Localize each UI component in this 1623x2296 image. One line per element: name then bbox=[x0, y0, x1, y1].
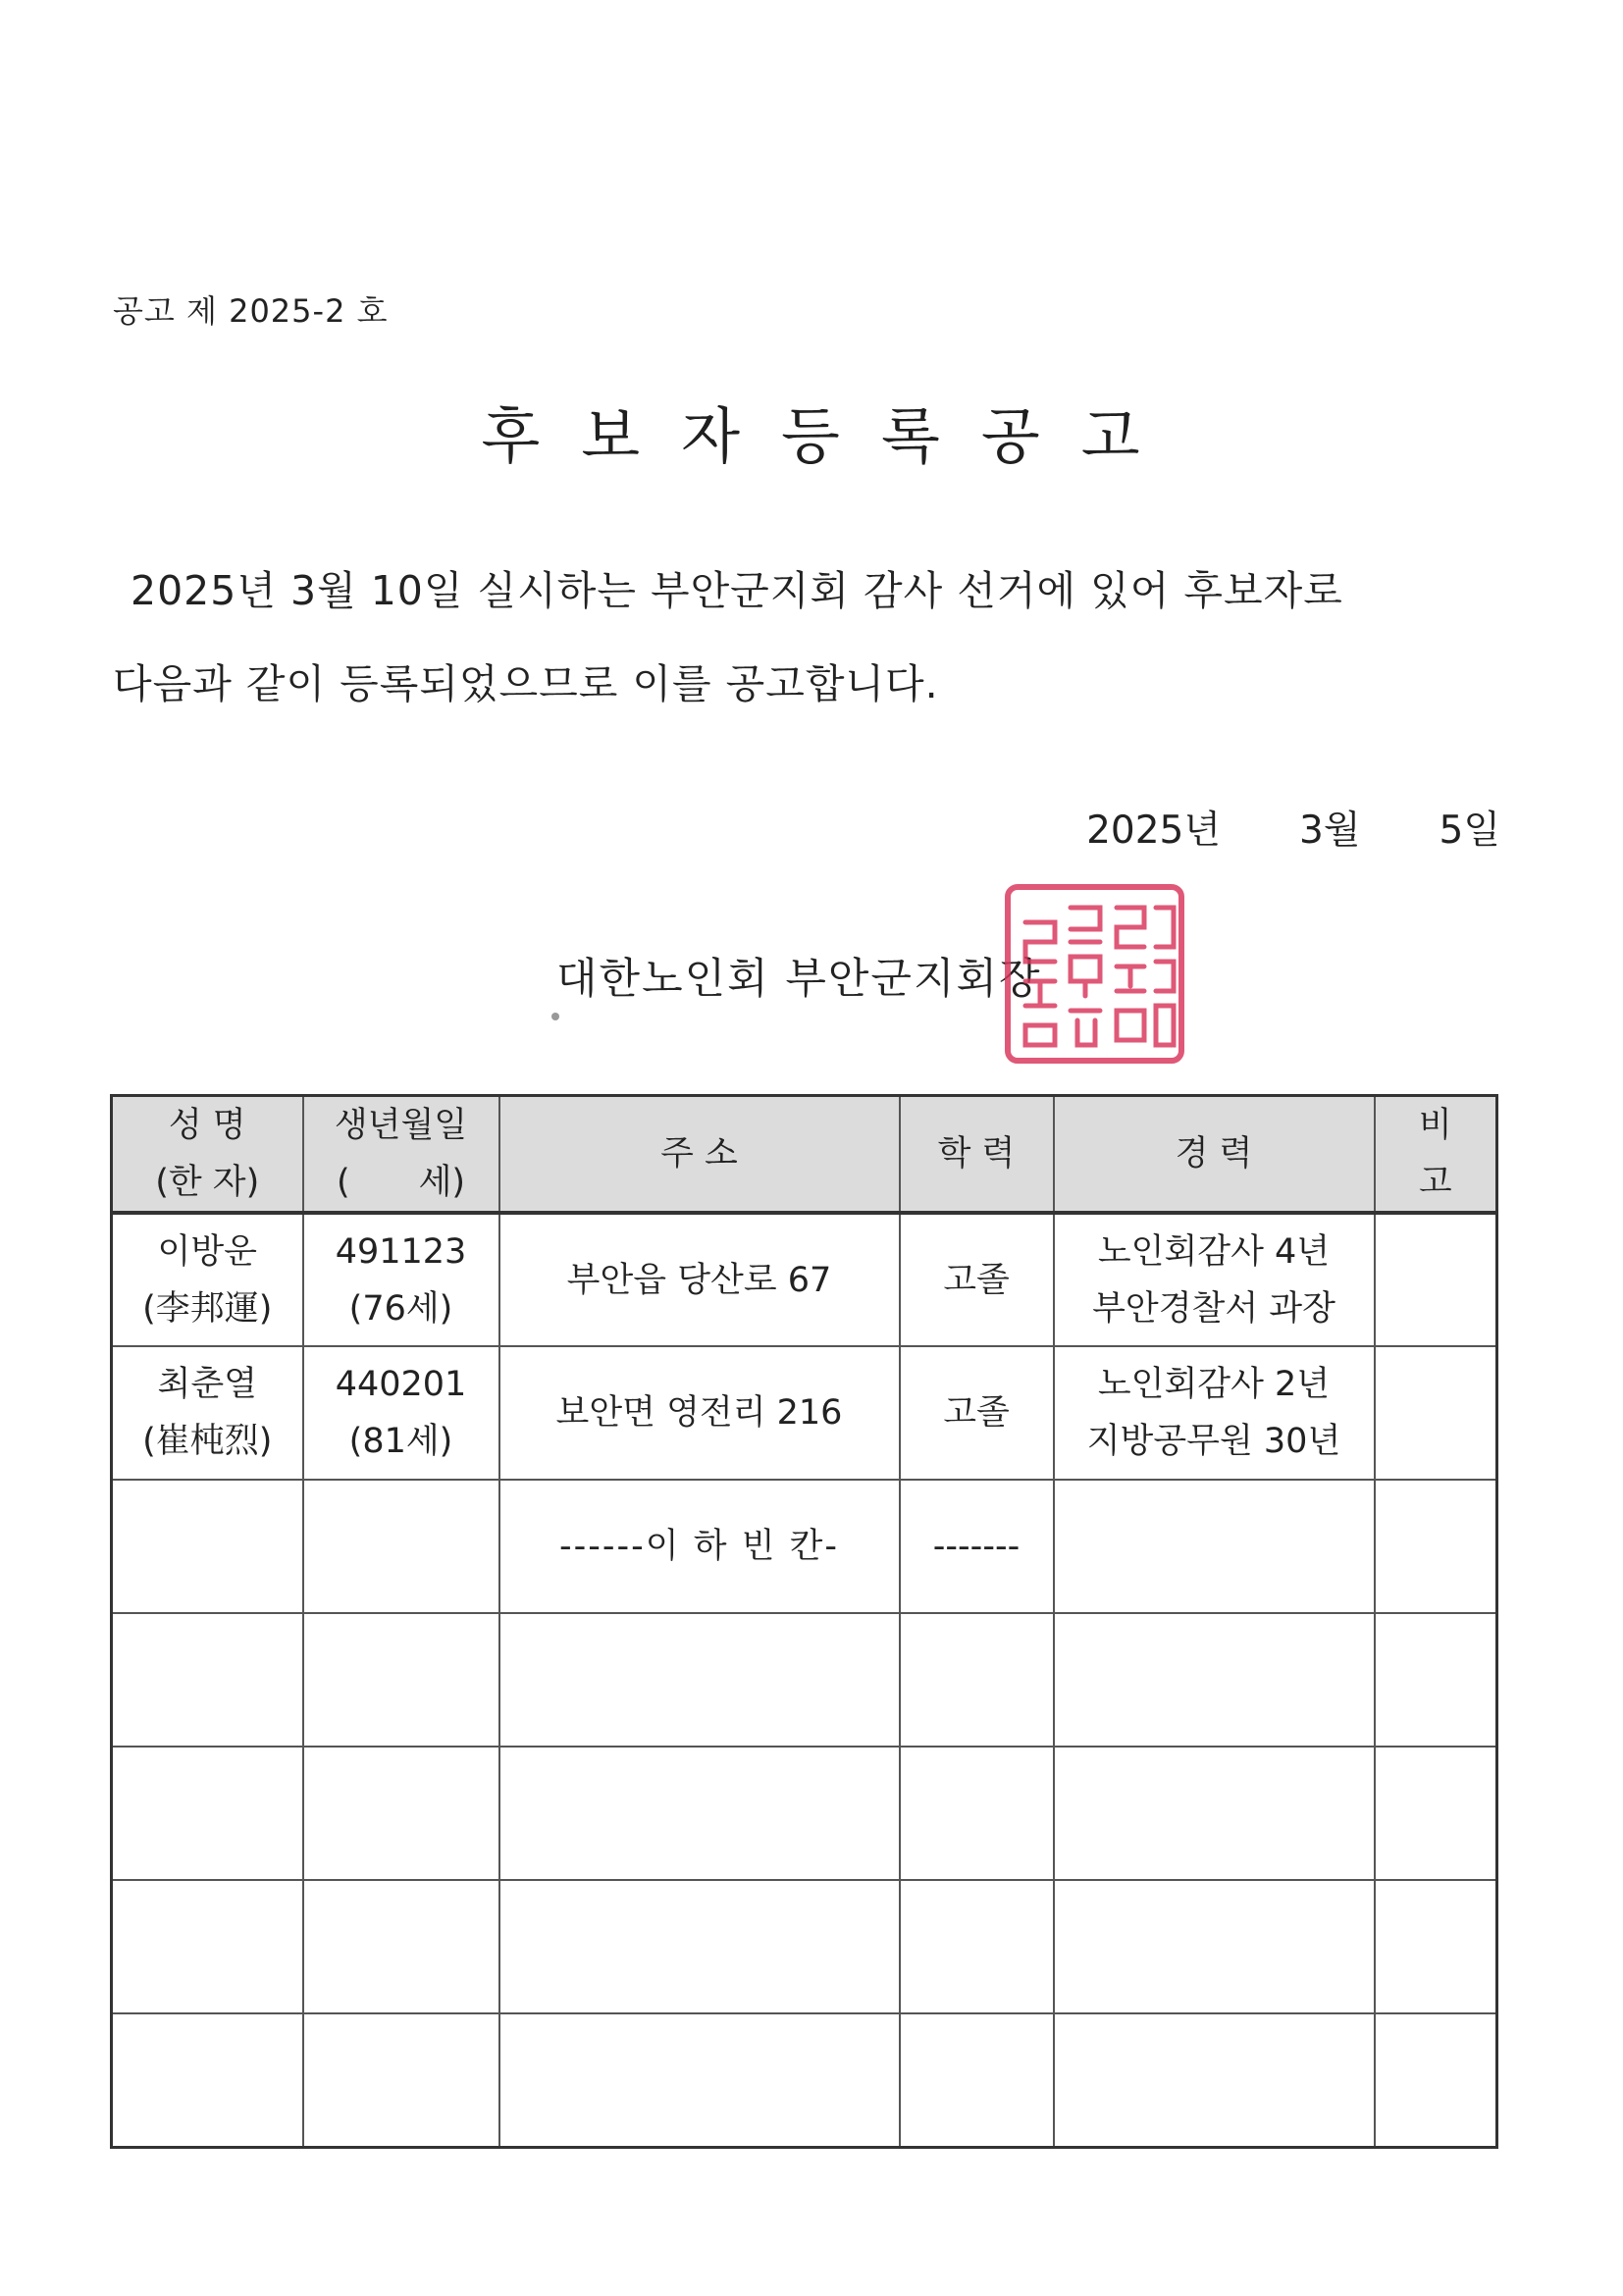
cell-birth: 491123 (76세) bbox=[303, 1213, 499, 1346]
cell-career: 노인회감사 4년 부안경찰서 과장 bbox=[1054, 1213, 1375, 1346]
document-title: 후보자등록공고 bbox=[481, 400, 1181, 472]
table-row bbox=[112, 1213, 1497, 1346]
blank-note-left: ------이 하 빈 칸- bbox=[499, 1480, 900, 1613]
issue-date bbox=[1086, 800, 1500, 855]
table-row-blank-note bbox=[112, 1480, 1497, 1613]
date-year: 2025년 bbox=[1086, 809, 1221, 853]
cell-birth: 440201 (81세) bbox=[303, 1346, 499, 1480]
cell-empty bbox=[1054, 1480, 1375, 1613]
speck-mark bbox=[551, 1013, 559, 1020]
cell-empty bbox=[1375, 1480, 1497, 1613]
official-seal bbox=[1004, 883, 1185, 1065]
table-row-empty bbox=[112, 1613, 1497, 1747]
body-line-2: 다음과 같이 등록되었으므로 이를 공고합니다. bbox=[113, 660, 939, 707]
body-text bbox=[113, 545, 1511, 731]
cell-remarks bbox=[1375, 1346, 1497, 1480]
header-address: 주 소 bbox=[499, 1096, 900, 1214]
cell-name: 이방운 (李邦運) bbox=[112, 1213, 303, 1346]
date-month: 3월 bbox=[1299, 809, 1361, 853]
header-remarks: 비 고 bbox=[1375, 1096, 1497, 1214]
body-line-1: 2025년 3월 10일 실시하는 부안군지회 감사 선거에 있어 후보자로 bbox=[131, 567, 1343, 614]
cell-education: 고졸 bbox=[900, 1346, 1054, 1480]
date-day: 5일 bbox=[1439, 809, 1500, 853]
cell-name: 최춘열 (崔杶烈) bbox=[112, 1346, 303, 1480]
cell-education: 고졸 bbox=[900, 1213, 1054, 1346]
issuer-name: 대한노인회 부안군지회장 bbox=[556, 955, 1042, 1004]
cell-address: 보안면 영전리 216 bbox=[499, 1346, 900, 1480]
header-row bbox=[112, 1096, 1497, 1214]
header-birth: 생년월일 ( 세) bbox=[303, 1096, 499, 1214]
table-row-empty bbox=[112, 1747, 1497, 1880]
cell-empty bbox=[112, 1480, 303, 1613]
notice-number: 공고 제 2025-2 호 bbox=[113, 292, 389, 330]
cell-address: 부안읍 당산로 67 bbox=[499, 1213, 900, 1346]
table-row bbox=[112, 1346, 1497, 1480]
cell-remarks bbox=[1375, 1213, 1497, 1346]
cell-career: 노인회감사 2년 지방공무원 30년 bbox=[1054, 1346, 1375, 1480]
header-education: 학 력 bbox=[900, 1096, 1054, 1214]
cell-empty bbox=[303, 1480, 499, 1613]
header-career: 경 력 bbox=[1054, 1096, 1375, 1214]
blank-note-right: ------- bbox=[900, 1480, 1054, 1613]
header-name: 성 명 (한 자) bbox=[112, 1096, 303, 1214]
table-row-empty bbox=[112, 1880, 1497, 2013]
table-row-empty bbox=[112, 2013, 1497, 2147]
candidate-table bbox=[110, 1094, 1498, 2149]
